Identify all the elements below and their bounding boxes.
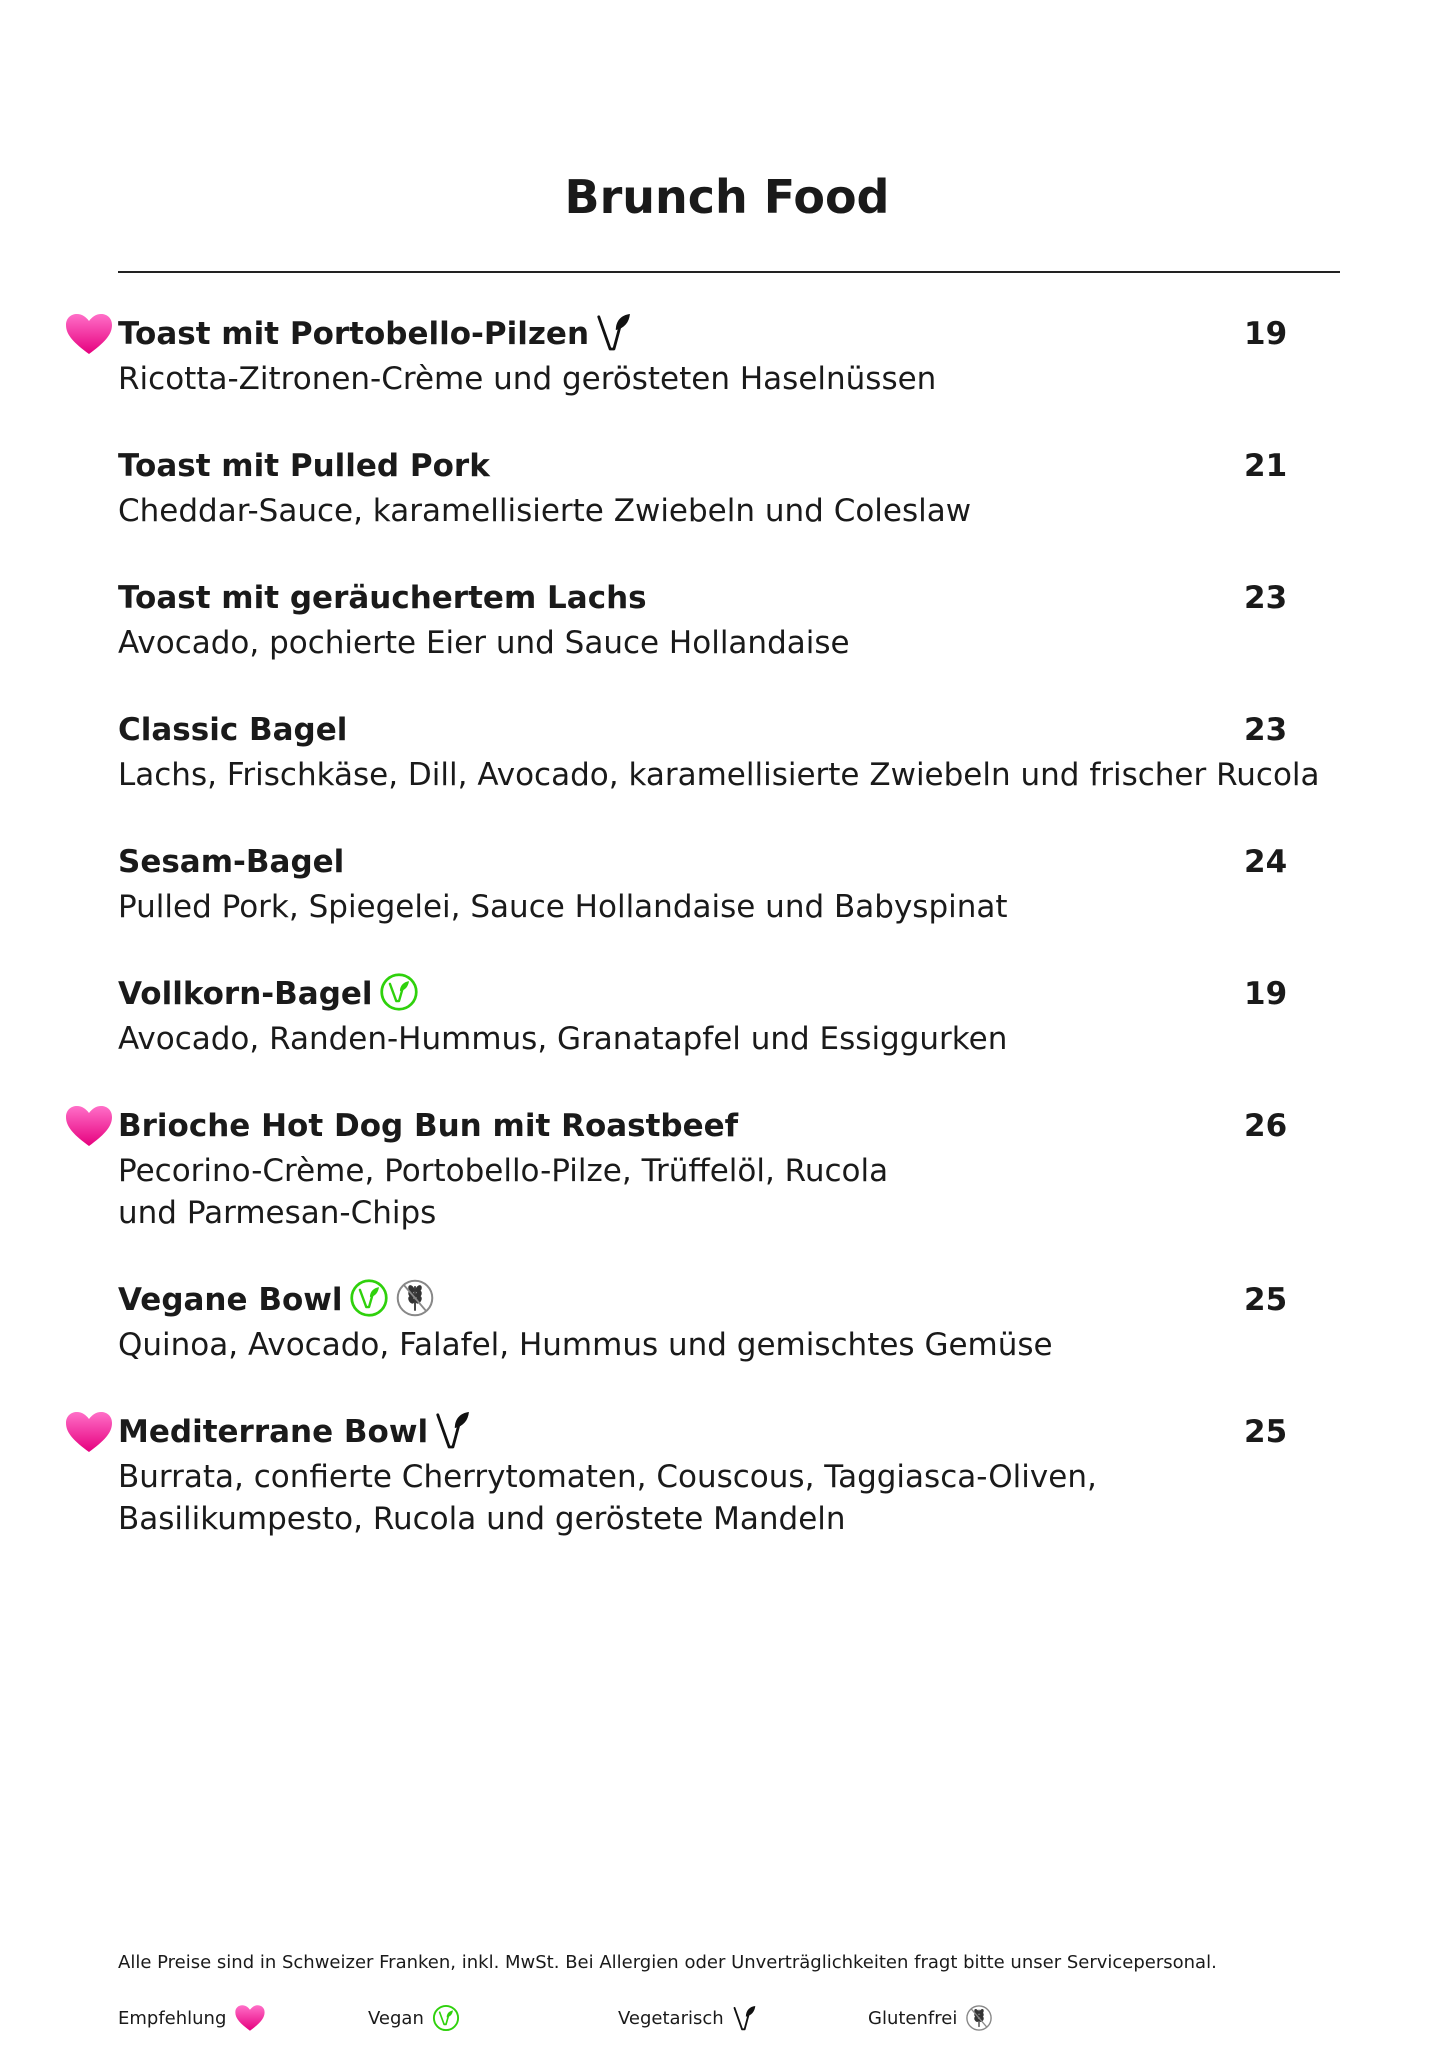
menu-item-header	[118, 1276, 1340, 1324]
menu-item-price: 25	[1244, 1282, 1288, 1318]
footer-note: Alle Preise sind in Schweizer Franken, inkl. MwSt. Bei Allergien oder Unverträglichkeiten fragt bitte unser Servicepersonal.	[118, 1952, 1217, 1973]
menu-item-price: 19	[1244, 976, 1288, 1012]
menu-item	[118, 1276, 1340, 1366]
menu-item-name: Sesam-Bagel	[118, 844, 345, 880]
menu-item-name: Brioche Hot Dog Bun mit Roastbeef	[118, 1108, 739, 1144]
menu-item-header	[118, 838, 1340, 886]
heart-icon	[234, 2004, 266, 2032]
vegetarian-icon	[732, 2004, 757, 2032]
legend-label: Glutenfrei	[868, 2007, 958, 2029]
menu-item	[118, 442, 1340, 532]
menu-item-description: Avocado, pochierte Eier und Sauce Hollandaise	[118, 625, 850, 661]
menu-item-header	[118, 442, 1340, 490]
menu-item-price: 21	[1244, 448, 1288, 484]
menu-item	[118, 838, 1340, 928]
menu-item-name: Vollkorn-Bagel	[118, 976, 373, 1012]
menu-item-price: 26	[1244, 1108, 1288, 1144]
vegetarian-icon	[595, 311, 633, 357]
heart-icon	[64, 1410, 114, 1454]
vegan-icon	[349, 1278, 389, 1322]
menu-item	[118, 706, 1340, 796]
vegetarian-icon	[434, 1409, 472, 1455]
legend-item	[368, 1998, 460, 2038]
menu-item-price: 19	[1244, 316, 1288, 352]
legend-item	[118, 1998, 266, 2038]
menu-item-name: Mediterrane Bowl	[118, 1414, 429, 1450]
menu-item-description: Pulled Pork, Spiegelei, Sauce Hollandaise und Babyspinat	[118, 889, 1008, 925]
menu-item-header	[118, 310, 1340, 358]
menu-item-header	[118, 970, 1340, 1018]
heart-icon	[64, 312, 114, 356]
menu-item-price: 24	[1244, 844, 1288, 880]
menu-item-description: Basilikumpesto, Rucola und geröstete Mandeln	[118, 1501, 846, 1537]
menu-item-name: Toast mit Pulled Pork	[118, 448, 490, 484]
menu-item-description: Pecorino-Crème, Portobello-Pilze, Trüffelöl, Rucola	[118, 1153, 889, 1189]
menu-item-header	[118, 574, 1340, 622]
menu-item-description: Burrata, confierte Cherrytomaten, Couscous, Taggiasca-Oliven,	[118, 1459, 1097, 1495]
vegan-icon	[432, 2004, 460, 2032]
page-title: Brunch Food	[564, 170, 890, 224]
menu-item-description: Cheddar-Sauce, karamellisierte Zwiebeln und Coleslaw	[118, 493, 972, 529]
menu-item-header	[118, 1102, 1340, 1150]
menu-item-description: Avocado, Randen-Hummus, Granatapfel und Essiggurken	[118, 1021, 1008, 1057]
title-divider	[118, 271, 1340, 273]
menu-item-description: Ricotta-Zitronen-Crème und gerösteten Haselnüssen	[118, 361, 937, 397]
gluten-free-icon	[965, 2004, 993, 2032]
legend-label: Vegan	[368, 2007, 424, 2029]
vegan-icon	[379, 972, 419, 1016]
menu-item-name: Toast mit Portobello-Pilzen	[118, 316, 590, 352]
menu-item-description: Quinoa, Avocado, Falafel, Hummus und gemischtes Gemüse	[118, 1327, 1053, 1363]
menu-item-description: Lachs, Frischkäse, Dill, Avocado, karamellisierte Zwiebeln und frischer Rucola	[118, 757, 1320, 793]
menu-item	[118, 1408, 1340, 1540]
heart-icon	[64, 1104, 114, 1148]
gluten-free-icon	[395, 1278, 435, 1322]
menu-item-price: 23	[1244, 712, 1288, 748]
legend-item	[618, 1998, 757, 2038]
legend-item	[868, 1998, 993, 2038]
menu-item	[118, 310, 1340, 400]
menu-item-name: Classic Bagel	[118, 712, 348, 748]
menu-item-description: und Parmesan-Chips	[118, 1195, 437, 1231]
menu-item	[118, 574, 1340, 664]
menu-item-name: Toast mit geräuchertem Lachs	[118, 580, 647, 616]
menu-item	[118, 1102, 1340, 1234]
menu-item	[118, 970, 1340, 1060]
legend-label: Empfehlung	[118, 2007, 227, 2029]
menu-item-name: Vegane Bowl	[118, 1282, 343, 1318]
legend-label: Vegetarisch	[618, 2007, 724, 2029]
menu-list	[118, 310, 1340, 1582]
menu-item-price: 25	[1244, 1414, 1288, 1450]
legend	[118, 1998, 1340, 2038]
menu-item-header	[118, 1408, 1340, 1456]
menu-item-price: 23	[1244, 580, 1288, 616]
menu-item-header	[118, 706, 1340, 754]
